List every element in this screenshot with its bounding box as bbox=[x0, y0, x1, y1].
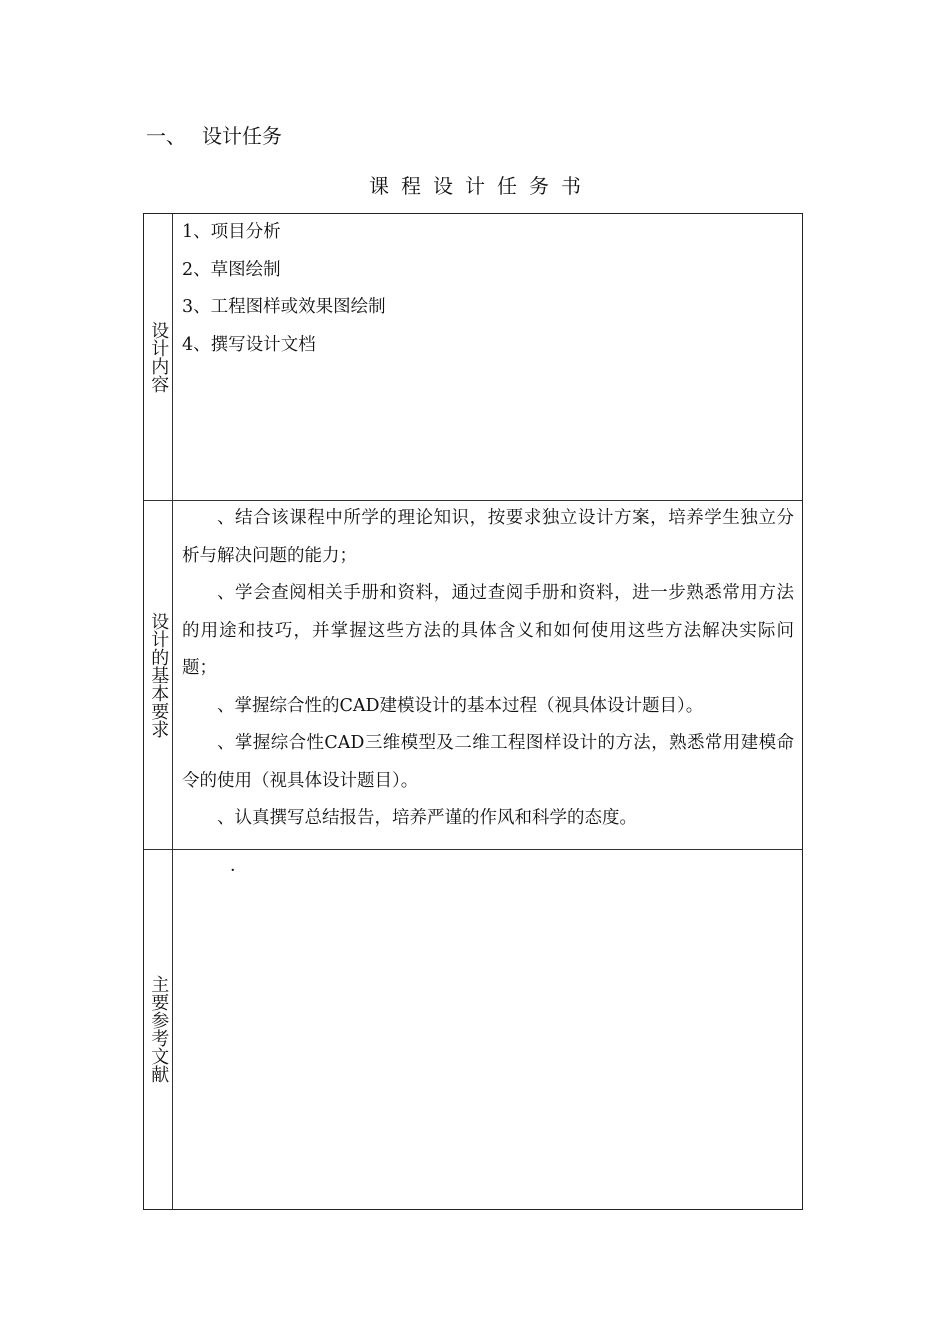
basic-requirements-row bbox=[144, 500, 802, 850]
design-content-body bbox=[182, 214, 794, 500]
document-title: 课程设计任务书 bbox=[369, 174, 593, 198]
references-label: 主要参考文献 bbox=[144, 849, 173, 1209]
basic-requirements-label: 设计的基本要求 bbox=[144, 500, 173, 849]
list-item: 3、工程图样或效果图绘制 bbox=[182, 297, 386, 317]
design-content-row bbox=[144, 214, 802, 501]
task-table bbox=[143, 213, 803, 1210]
list-item: 2、草图绘制 bbox=[182, 259, 281, 280]
requirement-paragraph: 、认真撰写总结报告，培养严谨的作风和科学的态度。 bbox=[217, 808, 637, 828]
design-content-label: 设计内容 bbox=[144, 214, 173, 500]
requirement-paragraph: 、掌握综合性CAD三维模型及二维工程图样设计的方法，熟悉常用建模命令的使用（视具体设计题目）。 bbox=[182, 733, 794, 791]
list-item: 1、项目分析 bbox=[182, 222, 281, 242]
requirement-paragraph: 、掌握综合性的CAD建模设计的基本过程（视具体设计题目）。 bbox=[217, 695, 704, 716]
list-item: 4、撰写设计文档 bbox=[182, 334, 316, 355]
references-body: · bbox=[230, 861, 236, 881]
requirement-paragraph: 、结合该课程中所学的理论知识，按要求独立设计方案，培养学生独立分析与解决问题的能力； bbox=[182, 508, 794, 566]
section-number: 一、 bbox=[146, 124, 186, 148]
section-heading-text: 设计任务 bbox=[202, 124, 282, 148]
requirement-paragraph: 、学会查阅相关手册和资料，通过查阅手册和资料，进一步熟悉常用方法的用途和技巧，并掌握这些方法的具体含义和如何使用这些方法解决实际问题； bbox=[182, 583, 794, 678]
section-heading bbox=[146, 122, 282, 150]
references-row bbox=[144, 849, 802, 1209]
basic-requirements-body bbox=[182, 500, 794, 849]
